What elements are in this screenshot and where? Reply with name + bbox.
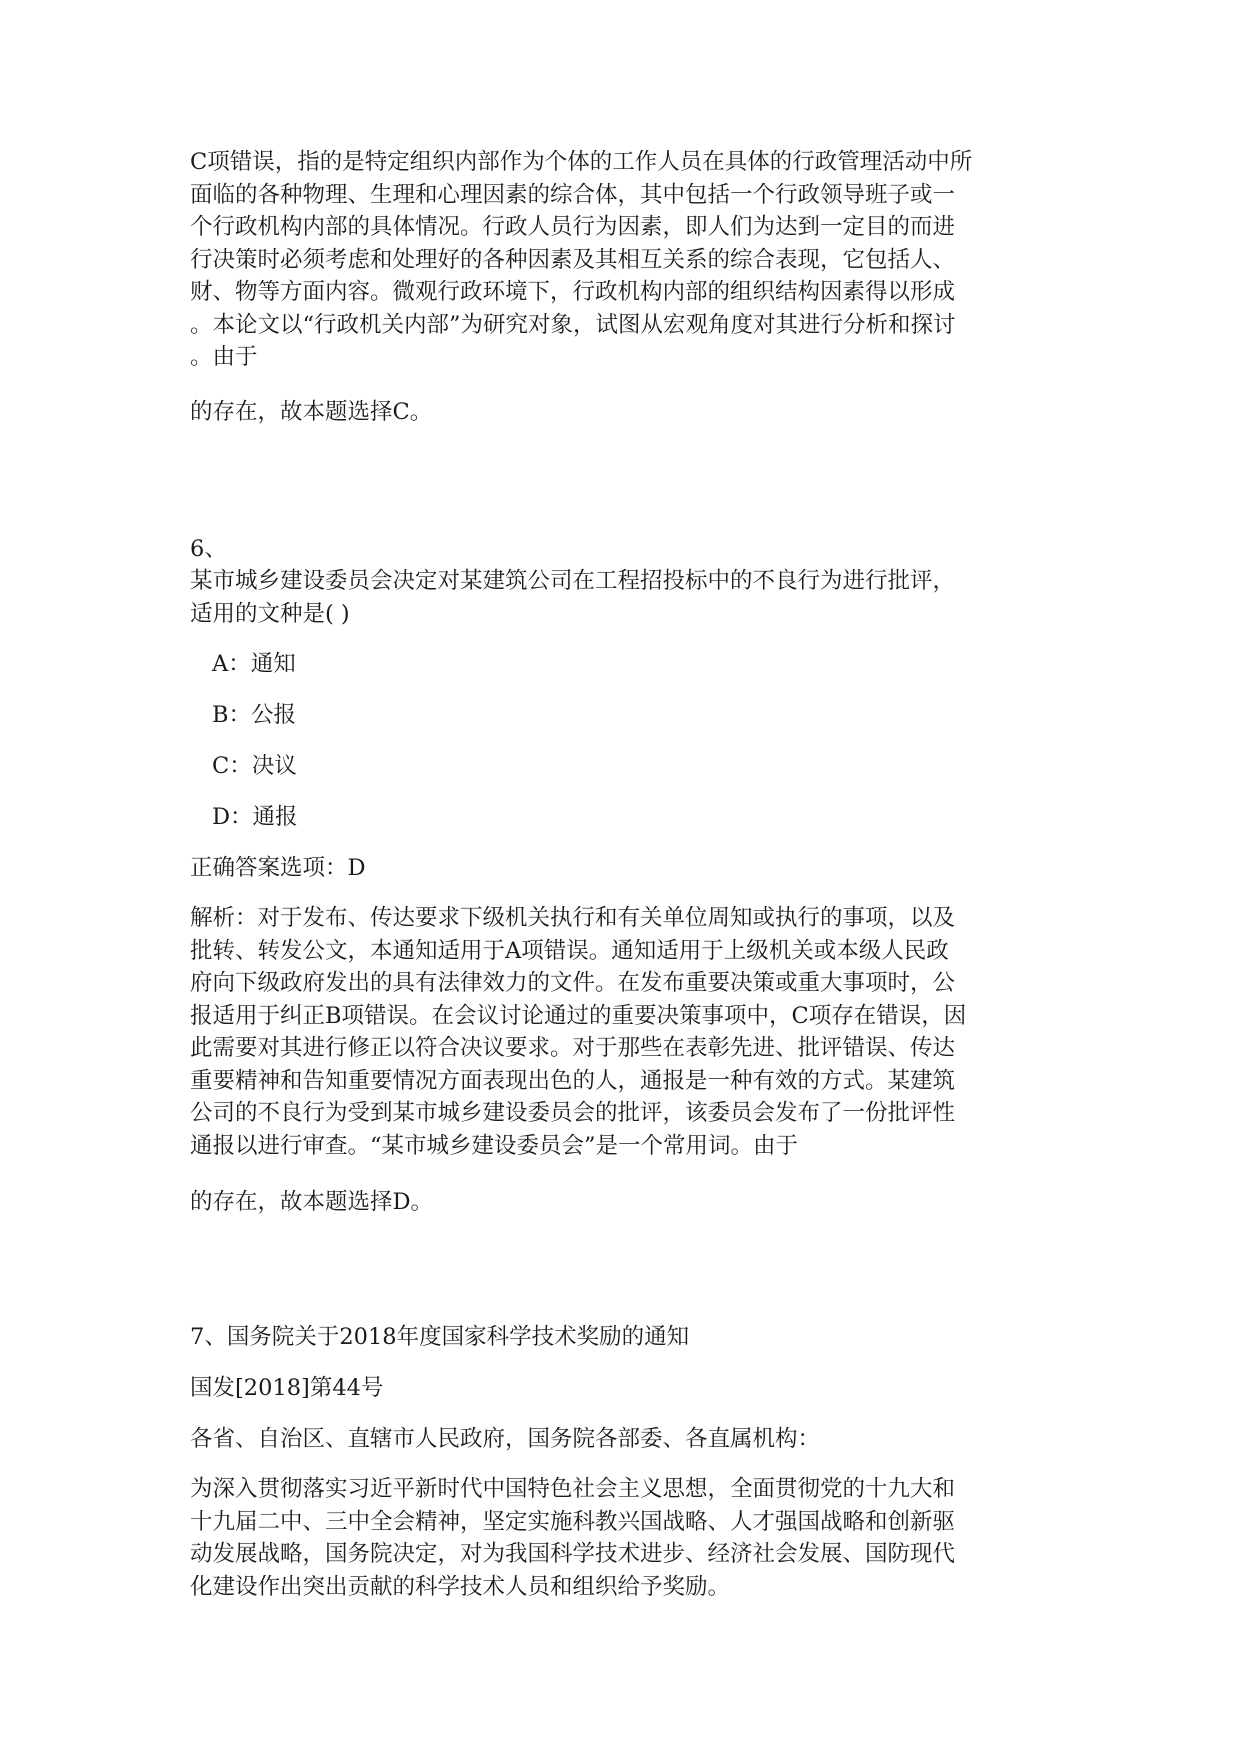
paragraph-line: 报适用于纠正B项错误。在会议讨论通过的重要决策事项中，C项存在错误，因 — [190, 1002, 967, 1029]
paragraph-line: 面临的各种物理、生理和心理因素的综合体，其中包括一个行政领导班子或一 — [190, 181, 956, 208]
q7-addressee: 各省、自治区、直辖市人民政府，国务院各部委、各直属机构： — [190, 1426, 821, 1452]
paragraph-line: 。由于 — [190, 344, 258, 370]
question-line: 适用的文种是( ) — [190, 600, 350, 627]
paragraph-line: 为深入贯彻落实习近平新时代中国特色社会主义思想，全面贯彻党的十九大和 — [190, 1476, 956, 1502]
paragraph-line: 。本论文以“行政机关内部”为研究对象，试图从宏观角度对其进行分析和探讨 — [190, 311, 956, 338]
q6-answer: 正确答案选项：D — [190, 855, 366, 881]
q6-conclusion: 的存在，故本题选择D。 — [190, 1189, 434, 1215]
question-line: 某市城乡建设委员会决定对某建筑公司在工程招投标中的不良行为进行批评， — [190, 568, 956, 594]
paragraph-line: 个行政机构内部的具体情况。行政人员行为因素，即人们为达到一定目的而进 — [190, 214, 956, 240]
q7-title: 7、国务院关于2018年度国家科学技术奖励的通知 — [190, 1324, 690, 1350]
paragraph-line: 此需要对其进行修正以符合决议要求。对于那些在表彰先进、批评错误、传达 — [190, 1035, 956, 1061]
paragraph-line: 化建设作出突出贡献的科学技术人员和组织给予奖励。 — [190, 1573, 731, 1600]
paragraph-line: 动发展战略，国务院决定，对为我国科学技术进步、经济社会发展、国防现代 — [190, 1541, 956, 1567]
paragraph-line: 批转、转发公文，本通知适用于A项错误。通知适用于上级机关或本级人民政 — [190, 937, 949, 964]
q7-body-paragraph — [190, 1473, 1070, 1603]
q6-option-b: B：公报 — [212, 702, 297, 728]
paragraph-line: 公司的不良行为受到某市城乡建设委员会的批评，该委员会发布了一份批评性 — [190, 1100, 956, 1126]
paragraph-line: 十九届二中、三中全会精神，坚定实施科教兴国战略、人才强国战略和创新驱 — [190, 1508, 956, 1535]
q5-explanation-paragraph — [190, 146, 1070, 374]
paragraph-line: C项错误，指的是特定组织内部作为个体的工作人员在具体的行政管理活动中所 — [190, 149, 973, 175]
q6-explanation-paragraph — [190, 902, 1070, 1162]
q6-option-d: D：通报 — [212, 804, 298, 830]
paragraph-line: 重要精神和告知重要情况方面表现出色的人，通报是一种有效的方式。某建筑 — [190, 1067, 956, 1094]
paragraph-line: 通报以进行审查。“某市城乡建设委员会”是一个常用词。由于 — [190, 1132, 799, 1159]
paragraph-line: 府向下级政府发出的具有法律效力的文件。在发布重要决策或重大事项时，公 — [190, 970, 956, 996]
q6-option-a: A：通知 — [212, 651, 296, 677]
q7-doc-number: 国发[2018]第44号 — [190, 1375, 384, 1401]
paragraph-line: 行决策时必须考虑和处理好的各种因素及其相互关系的综合表现，它包括人、 — [190, 246, 956, 273]
q6-number: 6、 — [190, 536, 227, 562]
q6-option-c: C：决议 — [212, 753, 297, 779]
q5-conclusion: 的存在，故本题选择C。 — [190, 399, 433, 425]
paragraph-line: 财、物等方面内容。微观行政环境下，行政机构内部的组织结构因素得以形成 — [190, 279, 956, 305]
paragraph-line: 解析：对于发布、传达要求下级机关执行和有关单位周知或执行的事项，以及 — [190, 905, 956, 931]
q6-question — [190, 565, 1070, 630]
